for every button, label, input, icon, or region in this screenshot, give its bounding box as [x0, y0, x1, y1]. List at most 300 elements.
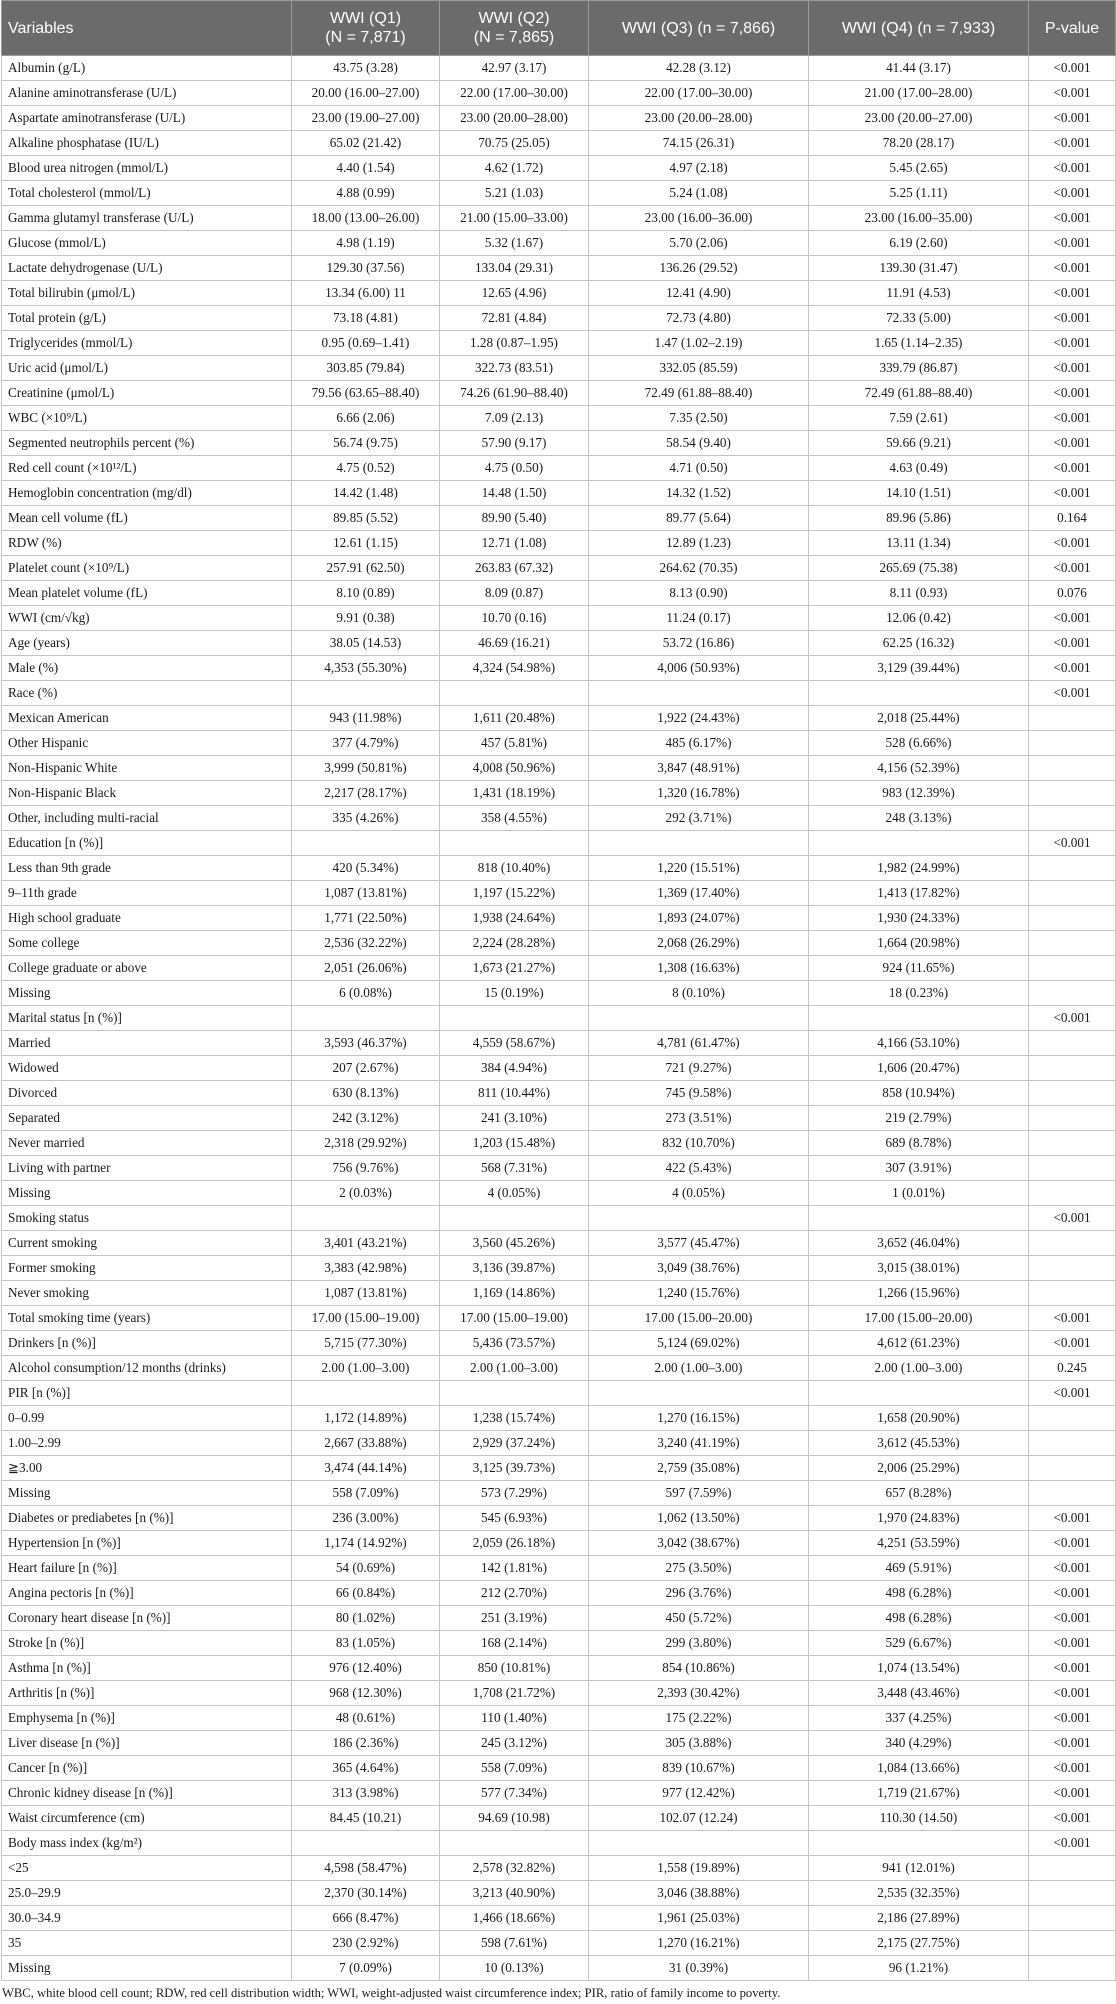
p-value-cell: <0.001 — [1029, 1806, 1116, 1831]
q2-cell: 5.21 (1.03) — [440, 181, 589, 206]
table-row — [2, 181, 1116, 206]
table-row — [2, 756, 1116, 781]
q1-cell: 2 (0.03%) — [292, 1181, 440, 1206]
variable-cell: Missing — [2, 1956, 292, 1981]
q3-cell: 839 (10.67%) — [589, 1756, 809, 1781]
q1-cell: 3,383 (42.98%) — [292, 1256, 440, 1281]
table-row — [2, 81, 1116, 106]
table-row — [2, 1356, 1116, 1381]
q3-cell: 4,781 (61.47%) — [589, 1031, 809, 1056]
q2-cell: 110 (1.40%) — [440, 1706, 589, 1731]
q3-cell: 332.05 (85.59) — [589, 356, 809, 381]
table-row — [2, 1456, 1116, 1481]
variable-cell: 0–0.99 — [2, 1406, 292, 1431]
table-row — [2, 1231, 1116, 1256]
q1-cell: 20.00 (16.00–27.00) — [292, 81, 440, 106]
table-row — [2, 1656, 1116, 1681]
table-row — [2, 706, 1116, 731]
variable-cell: Missing — [2, 981, 292, 1006]
q2-cell: 1,169 (14.86%) — [440, 1281, 589, 1306]
q2-cell: 457 (5.81%) — [440, 731, 589, 756]
variable-cell: Hypertension [n (%)] — [2, 1531, 292, 1556]
q3-cell: 4,006 (50.93%) — [589, 656, 809, 681]
q3-cell: 1,220 (15.51%) — [589, 856, 809, 881]
variable-cell: Heart failure [n (%)] — [2, 1556, 292, 1581]
variable-cell: Mexican American — [2, 706, 292, 731]
table-row — [2, 1256, 1116, 1281]
variable-cell: <25 — [2, 1856, 292, 1881]
q2-cell — [440, 831, 589, 856]
q1-cell: 236 (3.00%) — [292, 1506, 440, 1531]
p-value-cell: <0.001 — [1029, 1331, 1116, 1356]
table-row — [2, 1431, 1116, 1456]
q1-cell: 73.18 (4.81) — [292, 306, 440, 331]
q2-cell: 94.69 (10.98) — [440, 1806, 589, 1831]
variable-cell: Marital status [n (%)] — [2, 1006, 292, 1031]
p-value-cell — [1029, 1856, 1116, 1881]
p-value-cell: <0.001 — [1029, 1756, 1116, 1781]
q3-cell: 977 (12.42%) — [589, 1781, 809, 1806]
table-row — [2, 1781, 1116, 1806]
q2-cell: 2,578 (32.82%) — [440, 1856, 589, 1881]
q3-cell: 23.00 (16.00–36.00) — [589, 206, 809, 231]
table-row — [2, 681, 1116, 706]
q1-cell: 84.45 (10.21) — [292, 1806, 440, 1831]
q3-cell: 58.54 (9.40) — [589, 431, 809, 456]
variable-cell: PIR [n (%)] — [2, 1381, 292, 1406]
table-row — [2, 331, 1116, 356]
variable-cell: Mean cell volume (fL) — [2, 506, 292, 531]
q1-cell: 420 (5.34%) — [292, 856, 440, 881]
q3-cell — [589, 1831, 809, 1856]
table-row — [2, 106, 1116, 131]
table-row — [2, 731, 1116, 756]
baseline-characteristics-table — [1, 0, 1116, 1981]
q4-cell: 78.20 (28.17) — [809, 131, 1029, 156]
p-value-cell — [1029, 1431, 1116, 1456]
q1-cell: 38.05 (14.53) — [292, 631, 440, 656]
q1-cell: 8.10 (0.89) — [292, 581, 440, 606]
q2-cell: 4,008 (50.96%) — [440, 756, 589, 781]
q3-cell: 1,308 (16.63%) — [589, 956, 809, 981]
table-row — [2, 1306, 1116, 1331]
q3-cell: 72.73 (4.80) — [589, 306, 809, 331]
q4-cell: 3,129 (39.44%) — [809, 656, 1029, 681]
q4-cell: 2,018 (25.44%) — [809, 706, 1029, 731]
q4-cell: 14.10 (1.51) — [809, 481, 1029, 506]
q1-cell: 79.56 (63.65–88.40) — [292, 381, 440, 406]
q1-cell: 9.91 (0.38) — [292, 606, 440, 631]
q2-cell: 12.65 (4.96) — [440, 281, 589, 306]
q4-cell — [809, 1006, 1029, 1031]
q1-cell: 666 (8.47%) — [292, 1906, 440, 1931]
q2-cell: 4,324 (54.98%) — [440, 656, 589, 681]
table-row — [2, 131, 1116, 156]
q3-cell: 264.62 (70.35) — [589, 556, 809, 581]
q1-cell: 17.00 (15.00–19.00) — [292, 1306, 440, 1331]
q4-cell: 1,266 (15.96%) — [809, 1281, 1029, 1306]
q3-cell: 42.28 (3.12) — [589, 56, 809, 81]
variable-cell: Albumin (g/L) — [2, 56, 292, 81]
variable-cell: 1.00–2.99 — [2, 1431, 292, 1456]
q3-cell: 1,270 (16.15%) — [589, 1406, 809, 1431]
q4-cell: 13.11 (1.34) — [809, 531, 1029, 556]
q3-cell: 14.32 (1.52) — [589, 481, 809, 506]
q4-cell: 1 (0.01%) — [809, 1181, 1029, 1206]
q4-cell: 1,664 (20.98%) — [809, 931, 1029, 956]
q1-cell: 65.02 (21.42) — [292, 131, 440, 156]
q2-cell: 577 (7.34%) — [440, 1781, 589, 1806]
variable-cell: Total cholesterol (mmol/L) — [2, 181, 292, 206]
q4-cell: 858 (10.94%) — [809, 1081, 1029, 1106]
q2-cell: 1.28 (0.87–1.95) — [440, 331, 589, 356]
table-row — [2, 456, 1116, 481]
q3-cell: 1.47 (1.02–2.19) — [589, 331, 809, 356]
q2-cell: 3,213 (40.90%) — [440, 1881, 589, 1906]
q4-cell: 219 (2.79%) — [809, 1106, 1029, 1131]
variable-cell: Current smoking — [2, 1231, 292, 1256]
table-row — [2, 1731, 1116, 1756]
q3-cell: 3,049 (38.76%) — [589, 1256, 809, 1281]
variable-cell: Lactate dehydrogenase (U/L) — [2, 256, 292, 281]
variable-cell: Segmented neutrophils percent (%) — [2, 431, 292, 456]
q3-cell: 3,847 (48.91%) — [589, 756, 809, 781]
table-row — [2, 1756, 1116, 1781]
q3-cell: 2,068 (26.29%) — [589, 931, 809, 956]
q1-cell: 558 (7.09%) — [292, 1481, 440, 1506]
variable-cell: Some college — [2, 931, 292, 956]
q3-cell: 4.97 (2.18) — [589, 156, 809, 181]
q3-cell: 3,042 (38.67%) — [589, 1531, 809, 1556]
q1-cell: 18.00 (13.00–26.00) — [292, 206, 440, 231]
q1-cell: 4.75 (0.52) — [292, 456, 440, 481]
p-value-cell: <0.001 — [1029, 1381, 1116, 1406]
q3-cell: 296 (3.76%) — [589, 1581, 809, 1606]
variable-cell: Male (%) — [2, 656, 292, 681]
table-row — [2, 1381, 1116, 1406]
variable-cell: Gamma glutamyl transferase (U/L) — [2, 206, 292, 231]
q4-cell: 528 (6.66%) — [809, 731, 1029, 756]
q3-cell: 31 (0.39%) — [589, 1956, 809, 1981]
p-value-cell: <0.001 — [1029, 1556, 1116, 1581]
q2-cell: 263.83 (67.32) — [440, 556, 589, 581]
p-value-cell — [1029, 906, 1116, 931]
table-row — [2, 1406, 1116, 1431]
variable-cell: Aspartate aminotransferase (U/L) — [2, 106, 292, 131]
table-row — [2, 1006, 1116, 1031]
q1-cell: 4.98 (1.19) — [292, 231, 440, 256]
q1-cell: 4,353 (55.30%) — [292, 656, 440, 681]
q3-cell: 3,240 (41.19%) — [589, 1431, 809, 1456]
p-value-cell: <0.001 — [1029, 656, 1116, 681]
q1-cell — [292, 681, 440, 706]
table-row — [2, 881, 1116, 906]
q2-cell: 4.62 (1.72) — [440, 156, 589, 181]
q3-cell: 832 (10.70%) — [589, 1131, 809, 1156]
table-row — [2, 1106, 1116, 1131]
p-value-cell — [1029, 756, 1116, 781]
q2-cell: 2.00 (1.00–3.00) — [440, 1356, 589, 1381]
variable-cell: Never smoking — [2, 1281, 292, 1306]
p-value-cell — [1029, 1881, 1116, 1906]
q2-cell: 1,197 (15.22%) — [440, 881, 589, 906]
q3-cell: 7.35 (2.50) — [589, 406, 809, 431]
q1-cell: 5,715 (77.30%) — [292, 1331, 440, 1356]
q2-cell: 4 (0.05%) — [440, 1181, 589, 1206]
variable-cell: Other Hispanic — [2, 731, 292, 756]
table-row — [2, 556, 1116, 581]
q2-cell: 322.73 (83.51) — [440, 356, 589, 381]
q4-cell — [809, 1831, 1029, 1856]
q2-cell: 15 (0.19%) — [440, 981, 589, 1006]
table-footnote: WBC, white blood cell count; RDW, red cell distribution width; WWI, weight-adjusted waist circumference index; PIR, ratio of family income to poverty. — [2, 1986, 781, 2000]
q1-cell: 186 (2.36%) — [292, 1731, 440, 1756]
p-value-cell — [1029, 1931, 1116, 1956]
q4-cell: 7.59 (2.61) — [809, 406, 1029, 431]
q4-cell: 139.30 (31.47) — [809, 256, 1029, 281]
q1-cell: 1,771 (22.50%) — [292, 906, 440, 931]
q4-cell: 1,606 (20.47%) — [809, 1056, 1029, 1081]
q2-cell: 2,059 (26.18%) — [440, 1531, 589, 1556]
q2-cell — [440, 1006, 589, 1031]
variable-cell: 25.0–29.9 — [2, 1881, 292, 1906]
p-value-cell: <0.001 — [1029, 431, 1116, 456]
q4-cell: 1,982 (24.99%) — [809, 856, 1029, 881]
q1-cell: 80 (1.02%) — [292, 1606, 440, 1631]
q4-cell: 23.00 (16.00–35.00) — [809, 206, 1029, 231]
q4-cell: 307 (3.91%) — [809, 1156, 1029, 1181]
q2-cell: 23.00 (20.00–28.00) — [440, 106, 589, 131]
table-row — [2, 1856, 1116, 1881]
table-row — [2, 1806, 1116, 1831]
p-value-cell: <0.001 — [1029, 1731, 1116, 1756]
q4-cell: 89.96 (5.86) — [809, 506, 1029, 531]
q2-cell: 1,938 (24.64%) — [440, 906, 589, 931]
variable-cell: Alanine aminotransferase (U/L) — [2, 81, 292, 106]
variable-cell: Non-Hispanic Black — [2, 781, 292, 806]
p-value-cell — [1029, 781, 1116, 806]
q3-cell: 305 (3.88%) — [589, 1731, 809, 1756]
q2-cell: 72.81 (4.84) — [440, 306, 589, 331]
q4-cell: 248 (3.13%) — [809, 806, 1029, 831]
q1-cell: 1,174 (14.92%) — [292, 1531, 440, 1556]
q2-cell: 573 (7.29%) — [440, 1481, 589, 1506]
q4-cell: 3,652 (46.04%) — [809, 1231, 1029, 1256]
q4-cell: 23.00 (20.00–27.00) — [809, 106, 1029, 131]
variable-cell: Stroke [n (%)] — [2, 1631, 292, 1656]
q3-cell: 485 (6.17%) — [589, 731, 809, 756]
p-value-cell — [1029, 806, 1116, 831]
q3-cell: 450 (5.72%) — [589, 1606, 809, 1631]
q1-cell: 2,051 (26.06%) — [292, 956, 440, 981]
variable-cell: Drinkers [n (%)] — [2, 1331, 292, 1356]
variable-cell: Triglycerides (mmol/L) — [2, 331, 292, 356]
variable-cell: Never married — [2, 1131, 292, 1156]
q3-cell: 5.24 (1.08) — [589, 181, 809, 206]
q4-cell: 2,186 (27.89%) — [809, 1906, 1029, 1931]
q2-cell: 74.26 (61.90–88.40) — [440, 381, 589, 406]
q2-cell: 21.00 (15.00–33.00) — [440, 206, 589, 231]
q1-cell: 0.95 (0.69–1.41) — [292, 331, 440, 356]
q3-cell: 11.24 (0.17) — [589, 606, 809, 631]
q3-cell: 1,240 (15.76%) — [589, 1281, 809, 1306]
q3-cell: 597 (7.59%) — [589, 1481, 809, 1506]
q3-cell: 854 (10.86%) — [589, 1656, 809, 1681]
q4-cell: 4.63 (0.49) — [809, 456, 1029, 481]
q1-cell — [292, 1206, 440, 1231]
q2-cell: 384 (4.94%) — [440, 1056, 589, 1081]
q2-cell: 5,436 (73.57%) — [440, 1331, 589, 1356]
q1-cell: 83 (1.05%) — [292, 1631, 440, 1656]
q2-cell: 3,136 (39.87%) — [440, 1256, 589, 1281]
variable-cell: Age (years) — [2, 631, 292, 656]
p-value-cell: <0.001 — [1029, 56, 1116, 81]
p-value-cell — [1029, 1231, 1116, 1256]
p-value-cell — [1029, 1256, 1116, 1281]
q1-cell: 56.74 (9.75) — [292, 431, 440, 456]
q2-cell: 1,708 (21.72%) — [440, 1681, 589, 1706]
q2-cell: 89.90 (5.40) — [440, 506, 589, 531]
q4-cell: 12.06 (0.42) — [809, 606, 1029, 631]
q2-cell — [440, 1381, 589, 1406]
p-value-cell — [1029, 706, 1116, 731]
q4-cell: 1,930 (24.33%) — [809, 906, 1029, 931]
q4-cell: 59.66 (9.21) — [809, 431, 1029, 456]
p-value-cell: <0.001 — [1029, 1506, 1116, 1531]
q4-cell: 18 (0.23%) — [809, 981, 1029, 1006]
q3-cell: 3,046 (38.88%) — [589, 1881, 809, 1906]
table-row — [2, 781, 1116, 806]
header-q4: WWI (Q4) (n = 7,933) — [809, 1, 1029, 56]
p-value-cell: <0.001 — [1029, 356, 1116, 381]
q3-cell: 1,062 (13.50%) — [589, 1506, 809, 1531]
q3-cell: 1,558 (19.89%) — [589, 1856, 809, 1881]
p-value-cell — [1029, 1181, 1116, 1206]
variable-cell: Alcohol consumption/12 months (drinks) — [2, 1356, 292, 1381]
q1-cell: 377 (4.79%) — [292, 731, 440, 756]
q2-cell: 2,224 (28.28%) — [440, 931, 589, 956]
q3-cell: 1,369 (17.40%) — [589, 881, 809, 906]
q3-cell: 5,124 (69.02%) — [589, 1331, 809, 1356]
q4-cell: 924 (11.65%) — [809, 956, 1029, 981]
table-row — [2, 981, 1116, 1006]
q4-cell: 2.00 (1.00–3.00) — [809, 1356, 1029, 1381]
q3-cell: 4.71 (0.50) — [589, 456, 809, 481]
q1-cell: 2,217 (28.17%) — [292, 781, 440, 806]
q4-cell: 2,006 (25.29%) — [809, 1456, 1029, 1481]
p-value-cell — [1029, 1481, 1116, 1506]
q2-cell: 811 (10.44%) — [440, 1081, 589, 1106]
q4-cell: 110.30 (14.50) — [809, 1806, 1029, 1831]
q1-cell: 23.00 (19.00–27.00) — [292, 106, 440, 131]
q4-cell: 5.25 (1.11) — [809, 181, 1029, 206]
variable-cell: Separated — [2, 1106, 292, 1131]
variable-cell: 9–11th grade — [2, 881, 292, 906]
variable-cell: Creatinine (μmol/L) — [2, 381, 292, 406]
q2-cell: 3,125 (39.73%) — [440, 1456, 589, 1481]
q3-cell: 175 (2.22%) — [589, 1706, 809, 1731]
q3-cell: 1,893 (24.07%) — [589, 906, 809, 931]
q4-cell: 72.49 (61.88–88.40) — [809, 381, 1029, 406]
q2-cell: 1,673 (21.27%) — [440, 956, 589, 981]
p-value-cell: <0.001 — [1029, 256, 1116, 281]
q3-cell: 2,393 (30.42%) — [589, 1681, 809, 1706]
q1-cell: 2,667 (33.88%) — [292, 1431, 440, 1456]
q1-cell: 3,593 (46.37%) — [292, 1031, 440, 1056]
variable-cell: Total protein (g/L) — [2, 306, 292, 331]
variable-cell: Mean platelet volume (fL) — [2, 581, 292, 606]
table-row — [2, 1481, 1116, 1506]
p-value-cell: <0.001 — [1029, 1606, 1116, 1631]
q1-cell: 1,172 (14.89%) — [292, 1406, 440, 1431]
p-value-cell — [1029, 1031, 1116, 1056]
p-value-cell — [1029, 1406, 1116, 1431]
variable-cell: Total bilirubin (μmol/L) — [2, 281, 292, 306]
p-value-cell: <0.001 — [1029, 306, 1116, 331]
q2-cell: 245 (3.12%) — [440, 1731, 589, 1756]
table-row — [2, 506, 1116, 531]
q2-cell: 568 (7.31%) — [440, 1156, 589, 1181]
variable-cell: Platelet count (×10⁹/L) — [2, 556, 292, 581]
table-row — [2, 1081, 1116, 1106]
q1-cell: 66 (0.84%) — [292, 1581, 440, 1606]
q3-cell — [589, 831, 809, 856]
table-row — [2, 1956, 1116, 1981]
variable-cell: ≧3.00 — [2, 1456, 292, 1481]
table-row — [2, 1906, 1116, 1931]
q1-cell: 335 (4.26%) — [292, 806, 440, 831]
q1-cell: 630 (8.13%) — [292, 1081, 440, 1106]
q1-cell: 14.42 (1.48) — [292, 481, 440, 506]
q1-cell: 7 (0.09%) — [292, 1956, 440, 1981]
q1-cell: 313 (3.98%) — [292, 1781, 440, 1806]
table-row — [2, 606, 1116, 631]
q4-cell: 689 (8.78%) — [809, 1131, 1029, 1156]
q3-cell: 299 (3.80%) — [589, 1631, 809, 1656]
q2-cell: 10 (0.13%) — [440, 1956, 589, 1981]
q4-cell: 469 (5.91%) — [809, 1556, 1029, 1581]
variable-cell: Divorced — [2, 1081, 292, 1106]
header-q1 — [292, 1, 440, 56]
table-row — [2, 1606, 1116, 1631]
q4-cell: 265.69 (75.38) — [809, 556, 1029, 581]
q3-cell — [589, 1381, 809, 1406]
p-value-cell — [1029, 1156, 1116, 1181]
variable-cell: Missing — [2, 1481, 292, 1506]
q3-cell: 292 (3.71%) — [589, 806, 809, 831]
q4-cell: 1,970 (24.83%) — [809, 1506, 1029, 1531]
q1-cell: 976 (12.40%) — [292, 1656, 440, 1681]
q4-cell: 340 (4.29%) — [809, 1731, 1029, 1756]
q1-cell: 3,401 (43.21%) — [292, 1231, 440, 1256]
table-row — [2, 531, 1116, 556]
q2-cell: 70.75 (25.05) — [440, 131, 589, 156]
variable-cell: Liver disease [n (%)] — [2, 1731, 292, 1756]
p-value-cell — [1029, 731, 1116, 756]
q2-cell: 251 (3.19%) — [440, 1606, 589, 1631]
table-row — [2, 1931, 1116, 1956]
q2-cell: 57.90 (9.17) — [440, 431, 589, 456]
q1-cell: 43.75 (3.28) — [292, 56, 440, 81]
q4-cell: 2,175 (27.75%) — [809, 1931, 1029, 1956]
header-q3: WWI (Q3) (n = 7,866) — [589, 1, 809, 56]
q2-cell: 545 (6.93%) — [440, 1506, 589, 1531]
table-row — [2, 806, 1116, 831]
q3-cell: 1,961 (25.03%) — [589, 1906, 809, 1931]
variable-cell: Arthritis [n (%)] — [2, 1681, 292, 1706]
table-row — [2, 281, 1116, 306]
q2-cell: 850 (10.81%) — [440, 1656, 589, 1681]
